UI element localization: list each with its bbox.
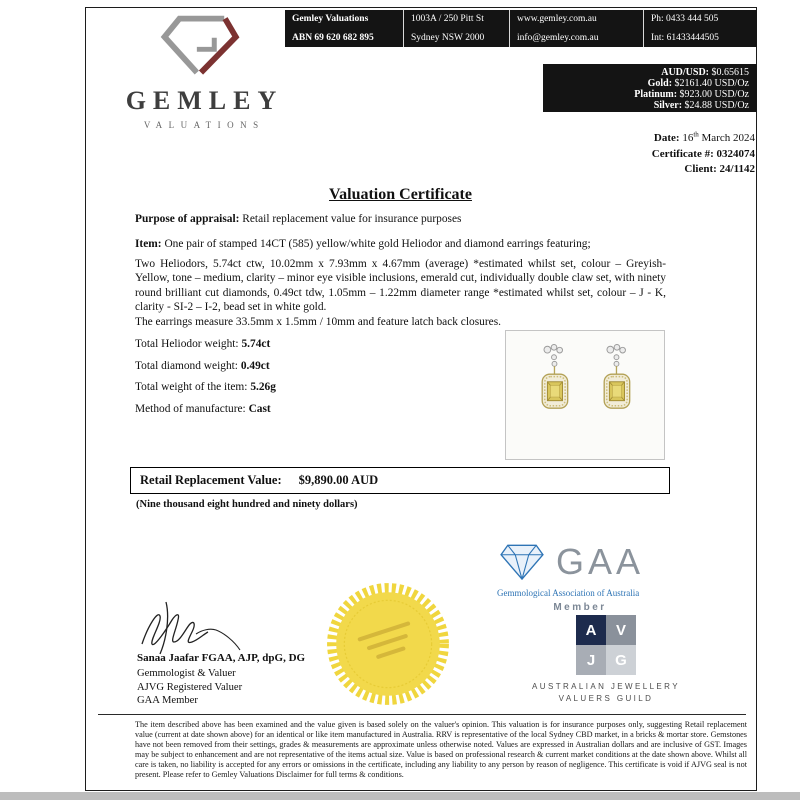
gaa-logo-top bbox=[497, 540, 663, 583]
item-text: One pair of stamped 14CT (585) yellow/white gold Heliodor and diamond earrings featuring; bbox=[164, 238, 591, 250]
date-label: Date: bbox=[653, 132, 680, 144]
item-description: Two Heliodors, 5.74ct ctw, 10.02mm x 7.93mm x 4.67mm (average) *estimated whilst set, colour – Greyish-Yellow, tone – medium, clarity – minor eye visible inclusions, emerald cut, individually double claw set, with ninety round brilliant cut diamonds, 0.49ct tdw, 1.05mm – 1.22mm diameter range *estimated whilst set, colour – J - K, clarity - SI-2 – I-2, bead set in white gold. bbox=[135, 258, 666, 314]
certificate-title: Valuation Certificate bbox=[329, 186, 472, 203]
spec-label: Total weight of the item: bbox=[135, 381, 248, 393]
date-ordinal: th bbox=[693, 130, 699, 139]
spec-list bbox=[135, 338, 276, 424]
rate-value: $0.65615 bbox=[711, 67, 749, 78]
spec-label: Method of manufacture: bbox=[135, 402, 246, 415]
retail-value-words: (Nine thousand eight hundred and ninety dollars) bbox=[136, 499, 358, 510]
valuer-registration: AJVG Registered Valuer bbox=[137, 681, 243, 693]
rate-value: $2161.40 USD/Oz bbox=[674, 78, 749, 89]
item-photo bbox=[505, 330, 665, 460]
gemley-diamond-icon bbox=[159, 12, 243, 80]
valuer-role: Gemmologist & Valuer bbox=[137, 668, 236, 680]
rate-value: $923.00 USD/Oz bbox=[679, 89, 749, 100]
ajvg-guild-line1: AUSTRALIAN JEWELLERY bbox=[532, 682, 680, 691]
address-street: 1003A / 250 Pitt St bbox=[411, 14, 484, 24]
signatory-block bbox=[137, 652, 305, 708]
gemley-logo bbox=[116, 12, 286, 130]
rate-silver bbox=[551, 100, 749, 111]
scan-edge-strip bbox=[0, 792, 800, 800]
certificate-number: 0324074 bbox=[716, 147, 755, 160]
valuer-signature bbox=[136, 600, 244, 656]
rate-label: Platinum: bbox=[634, 89, 678, 100]
spec-value: 5.26g bbox=[250, 381, 276, 393]
contact-company-cell bbox=[285, 10, 403, 47]
spec-label: Total diamond weight: bbox=[135, 359, 238, 372]
spec-label: Total Heliodor weight: bbox=[135, 338, 239, 350]
rate-platinum bbox=[551, 89, 749, 100]
date-day: 16 bbox=[682, 132, 694, 144]
earring-right-image bbox=[599, 341, 633, 449]
spec-manufacture bbox=[135, 403, 276, 415]
earring-left-image bbox=[537, 341, 571, 449]
gaa-diamond-icon bbox=[497, 540, 547, 583]
certificate-meta bbox=[652, 131, 755, 178]
retail-value-label: Retail Replacement Value: bbox=[140, 473, 282, 487]
gold-valuation-seal bbox=[322, 578, 454, 710]
certificate-label: Certificate #: bbox=[651, 147, 714, 160]
address-city: Sydney NSW 2000 bbox=[411, 33, 485, 43]
client-number: 24/1142 bbox=[719, 163, 755, 175]
retail-value-box bbox=[130, 467, 670, 494]
rate-audusd bbox=[551, 67, 749, 78]
ajvg-guild-line2: VALUERS GUILD bbox=[558, 694, 654, 703]
retail-value-amount: $9,890.00 AUD bbox=[298, 473, 379, 487]
ajvg-letter-j: J bbox=[576, 645, 606, 675]
ajvg-letter-v: V bbox=[606, 615, 636, 645]
gaa-association-name: Gemmological Association of Australia bbox=[497, 588, 640, 598]
date-line bbox=[652, 131, 755, 147]
rate-label: Gold: bbox=[647, 78, 673, 89]
ajvg-letter-g: G bbox=[606, 645, 636, 675]
contact-address-cell bbox=[403, 10, 509, 47]
rate-label: Silver: bbox=[653, 100, 683, 111]
rate-label: AUD/USD: bbox=[661, 67, 709, 78]
purpose-line bbox=[135, 213, 461, 225]
valuer-name: Sanaa Jaafar FGAA, AJP, dpG, DG bbox=[137, 652, 306, 664]
date-month-year: March 2024 bbox=[701, 132, 755, 144]
spec-total-weight bbox=[135, 381, 276, 393]
footer-disclaimer: The item described above has been examined and the value given is based solely on the valuer's opinion. This valuation is for insurance purposes only, suggesting Retail replacement value (current at date shown above) for an identical or like item manufactured in Australia. RRV is representative of the local Sydney CBD market, in a bricks & mortar store. Gemstones have not been removed from their settings, grades & measurements are approximate unless otherwise noted. Values are expressed in Australian dollars and are inclusive of GST. Images may be subject to enhancement and are not representative of the items actual size. Value is based on professional research & current market conditions at the date shown above. Whilst all care is taken, no liability is accepted for any errors or omissions in the certificate, including any liability to any person by reason of negligence. This certificate is void if AJVG seal is not present. Please refer to Gemley Valuations Disclaimer for full terms & conditions. bbox=[135, 720, 747, 779]
rate-value: $24.88 USD/Oz bbox=[684, 100, 749, 111]
contact-bar bbox=[285, 10, 757, 47]
website: www.gemley.com.au bbox=[517, 14, 597, 24]
item-line bbox=[135, 238, 591, 250]
purpose-text: Retail replacement value for insurance purposes bbox=[242, 213, 462, 225]
spec-value: 0.49ct bbox=[240, 359, 270, 372]
ajvg-letter-grid bbox=[576, 615, 636, 675]
phone: Ph: 0433 444 505 bbox=[651, 14, 719, 24]
spec-value: Cast bbox=[248, 402, 271, 415]
ajvg-letter-a: A bbox=[576, 615, 606, 645]
gaa-member-label: Member bbox=[553, 602, 607, 613]
footer-divider bbox=[98, 714, 746, 715]
purpose-label: Purpose of appraisal: bbox=[135, 213, 240, 225]
intl-phone: Int: 61433444505 bbox=[651, 33, 719, 43]
ajvg-logo-block bbox=[528, 615, 684, 703]
logo-tagline: VALUATIONS bbox=[143, 120, 265, 130]
logo-wordmark: GEMLEY bbox=[125, 86, 284, 115]
company-abn: ABN 69 620 682 895 bbox=[292, 33, 374, 43]
company-name: Gemley Valuations bbox=[292, 14, 369, 24]
client-label: Client: bbox=[684, 163, 717, 175]
item-label: Item: bbox=[135, 238, 162, 250]
market-rates-panel bbox=[543, 64, 757, 112]
rate-gold bbox=[551, 78, 749, 89]
gaa-acronym: GAA bbox=[556, 540, 645, 582]
item-measurements: The earrings measure 33.5mm x 1.5mm / 10mm and feature latch back closures. bbox=[135, 316, 501, 328]
valuer-membership: GAA Member bbox=[137, 695, 198, 707]
spec-diamond-weight bbox=[135, 360, 276, 372]
spec-heliodor-weight bbox=[135, 338, 276, 350]
certificate-number-line bbox=[652, 147, 755, 163]
contact-web-cell bbox=[509, 10, 643, 47]
client-line bbox=[652, 162, 755, 178]
spec-value: 5.74ct bbox=[241, 338, 271, 350]
email: info@gemley.com.au bbox=[517, 33, 599, 43]
gaa-logo-block bbox=[497, 540, 663, 613]
contact-phone-cell bbox=[643, 10, 757, 47]
